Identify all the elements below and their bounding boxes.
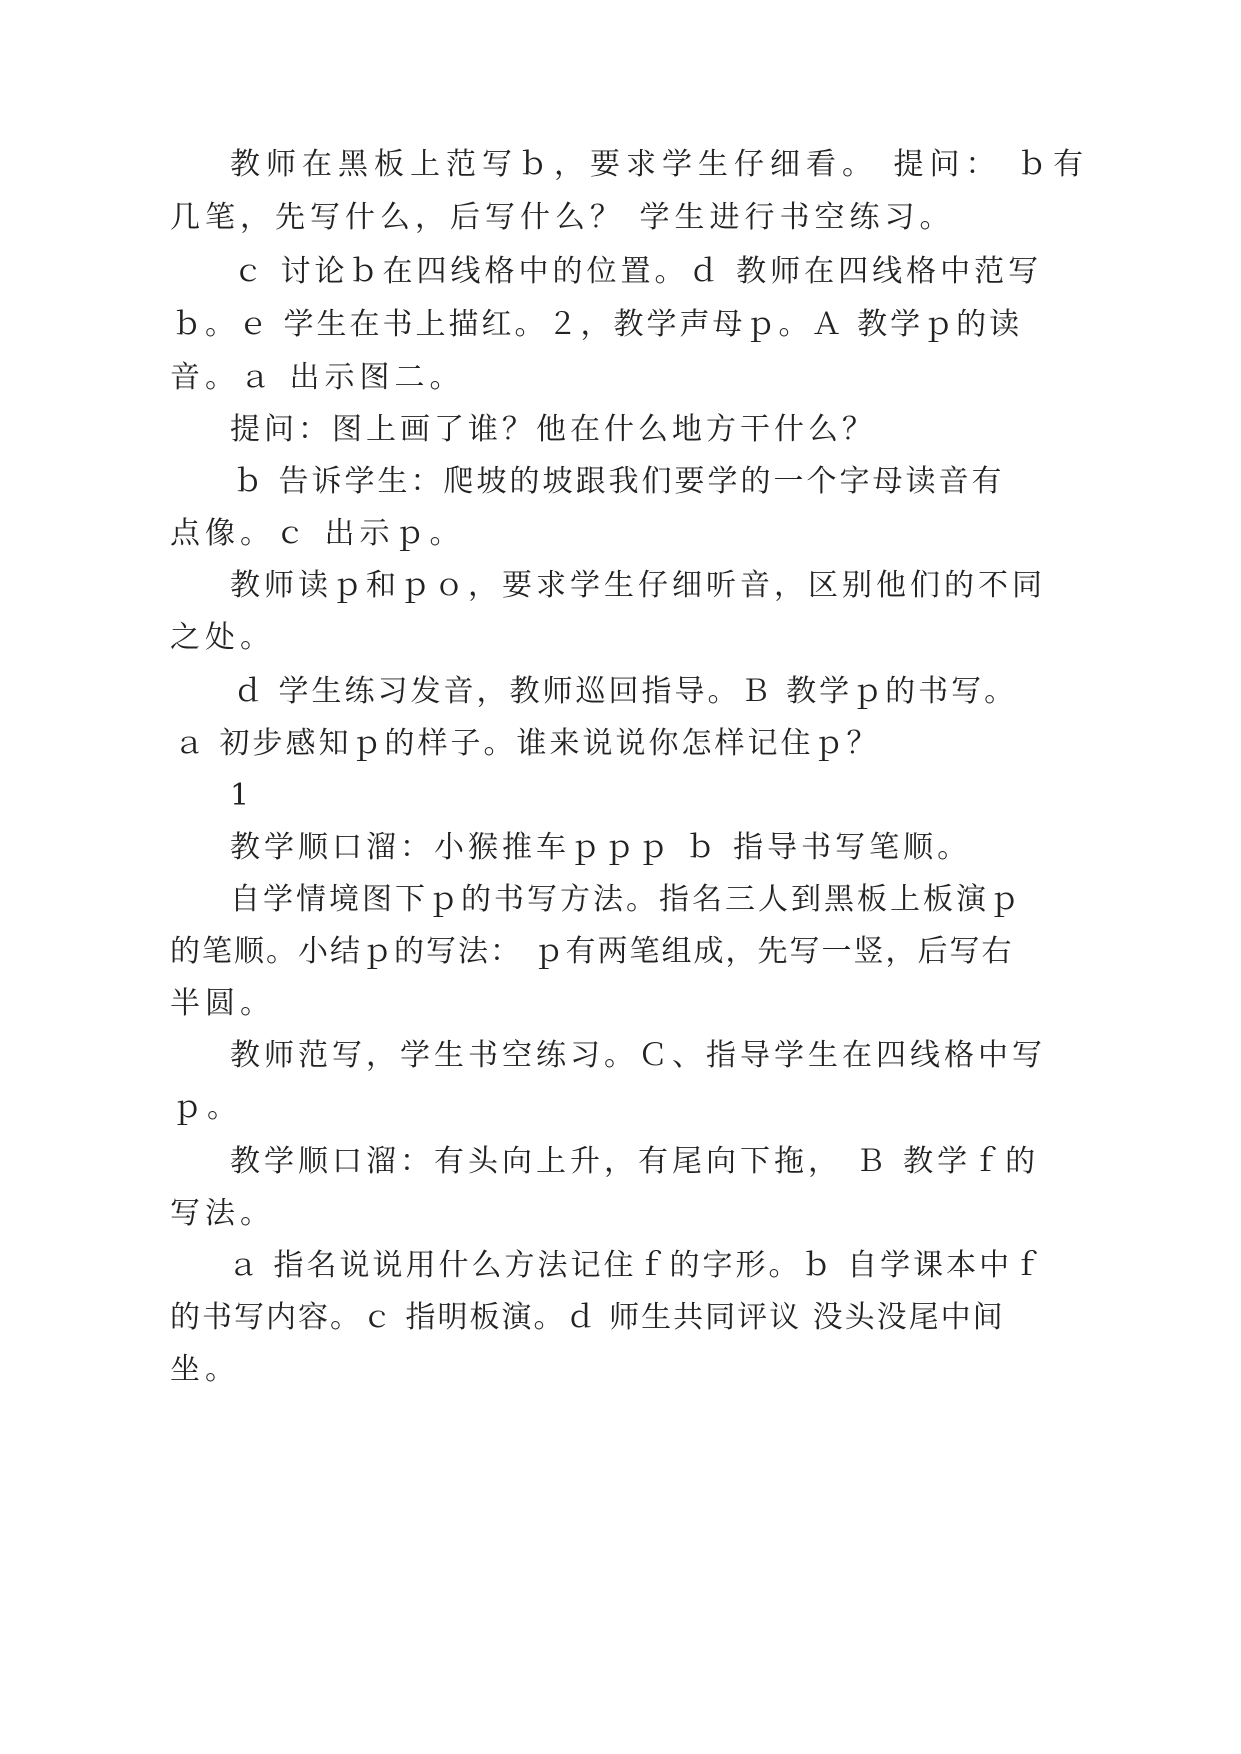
- page-number: 1: [230, 778, 255, 813]
- text-line-14: 自学情境图下ｐ的书写方法。指名三人到黑板上板演ｐ: [230, 882, 1022, 917]
- text-line-11: ｄ 学生练习发音，教师巡回指导。Ｂ 教学ｐ的书写。: [233, 674, 1018, 709]
- text-line-22: 的书写内容。ｃ 指明板演。ｄ 师生共同评议 没头没尾中间: [170, 1300, 1005, 1335]
- text-line-13: 教学顺口溜：小猴推车ｐｐｐ ｂ 指导书写笔顺。: [230, 830, 972, 865]
- text-line-2: 几笔，先写什么，后写什么？ 学生进行书空练习。: [170, 200, 955, 235]
- text-line-23: 坐。: [170, 1352, 240, 1387]
- text-line-9: 教师读ｐ和ｐｏ，要求学生仔细听音，区别他们的不同: [230, 568, 1046, 603]
- text-line-4: ｂ。ｅ 学生在书上描红。２，教学声母ｐ。Ａ 教学ｐ的读: [172, 307, 1023, 342]
- text-line-5: 音。ａ 出示图二。: [170, 360, 465, 395]
- text-line-16: 半圆。: [170, 986, 275, 1021]
- text-line-8: 点像。ｃ 出示ｐ。: [170, 516, 465, 551]
- text-line-6: 提问：图上画了谁？他在什么地方干什么？: [230, 412, 876, 447]
- text-line-20: 写法。: [170, 1196, 275, 1231]
- text-line-18: ｐ。: [172, 1090, 242, 1125]
- text-line-7: ｂ 告诉学生：爬坡的坡跟我们要学的一个字母读音有: [233, 464, 1005, 499]
- text-line-17: 教师范写，学生书空练习。Ｃ、指导学生在四线格中写: [230, 1038, 1046, 1073]
- text-line-15: 的笔顺。小结ｐ的写法： ｐ有两笔组成，先写一竖，后写右: [170, 934, 1014, 969]
- text-line-21: ａ 指名说说用什么方法记住ｆ的字形。ｂ 自学课本中ｆ: [228, 1248, 1046, 1283]
- text-line-12: ａ 初步感知ｐ的样子。谁来说说你怎样记住ｐ？: [174, 726, 880, 761]
- text-line-10: 之处。: [170, 620, 275, 655]
- text-line-19: 教学顺口溜：有头向上升，有尾向下拖， Ｂ 教学ｆ的: [230, 1144, 1040, 1179]
- text-line-3: ｃ 讨论ｂ在四线格中的位置。ｄ 教师在四线格中范写: [233, 254, 1043, 289]
- text-line-1: 教师在黑板上范写ｂ，要求学生仔细看。 提问： ｂ有: [230, 147, 1090, 182]
